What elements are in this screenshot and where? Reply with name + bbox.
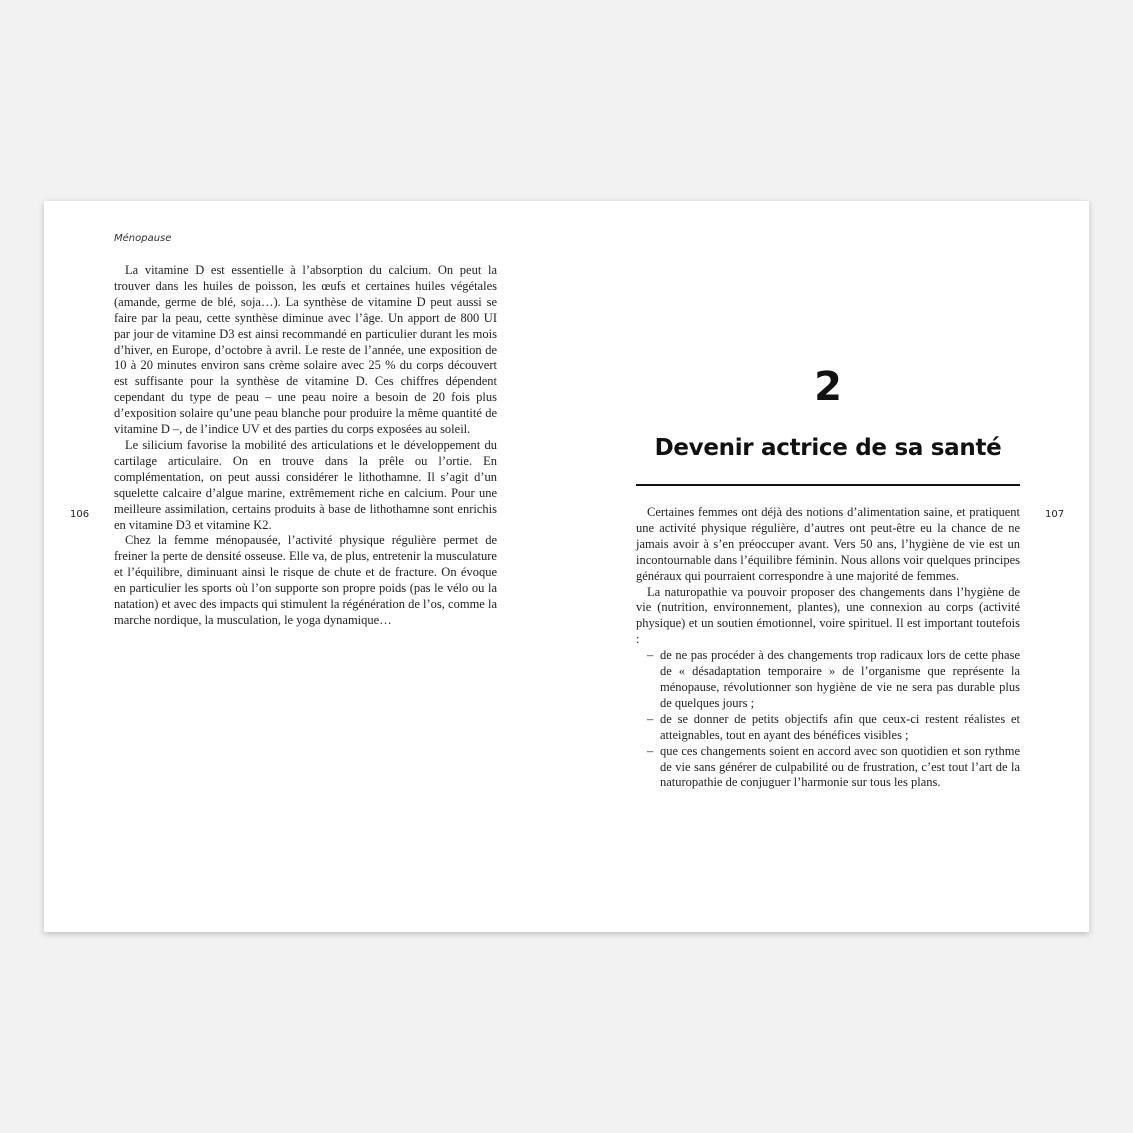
running-head: Ménopause — [114, 233, 172, 244]
paragraph-vitamin-d: La vitamine D est essentielle à l’absorption du calcium. On peut la trouver dans les huiles de poisson, les œufs et certaines huiles végétales (amande, germe de blé, soja…). La synthèse de vitamine D peut aussi se faire par la peau, cette synthèse diminue avec l’âge. Un apport de 800 UI par jour de vitamine D3 est ainsi recommandé en particulier durant les mois d’hiver, en Europe, d’octobre à avril. Le reste de l’année, une exposition de 10 à 20 minutes environ sans crème solaire avec 25 % du corps découvert est suffisante pour la synthèse de vitamine D. Ces chiffres dépendent cependant du type de peau – une peau noire a besoin de 20 fois plus d’exposition solaire qu’une peau blanche pour produire la même quantité de vitamine D –, de l’indice UV et des parties du corps exposées au soleil. — [114, 263, 497, 437]
dash-marker: – — [647, 743, 654, 758]
list-item — [636, 648, 1020, 712]
naturopathy-list — [636, 648, 1020, 791]
right-page-body — [636, 505, 1020, 791]
page-number-right: 107 — [1045, 509, 1065, 520]
list-item-text: de se donner de petits objectifs afin que ceux-ci restent réalistes et atteignables, tout en ayant des bénéfices visibles ; — [660, 711, 1020, 742]
list-item — [636, 712, 1020, 744]
list-item — [636, 744, 1020, 792]
paragraph-naturopathy: La naturopathie va pouvoir proposer des changements dans l’hygiène de vie (nutrition, environnement, plantes), une connexion au corps (activité physique) et un soutien émotionnel, voire spirituel. Il est important toutefois : — [636, 584, 1020, 647]
chapter-title: Devenir actrice de sa santé — [654, 435, 1002, 461]
left-page-body — [114, 263, 497, 629]
chapter-number: 2 — [814, 364, 842, 410]
dash-marker: – — [647, 648, 654, 663]
paragraph-intro: Certaines femmes ont déjà des notions d’alimentation saine, et pratiquent une activité physique régulière, d’autres ont peut-être eu la chance de ne jamais avoir à s’en préoccuper avant. Vers 50 ans, l’hygiène de vie est un incontournable dans l’équilibre féminin. Nous allons voir quelques principes généraux qui pourraient correspondre à une majorité de femmes. — [636, 505, 1020, 583]
paragraph-silicium: Le silicium favorise la mobilité des articulations et le développement du cartilage articulaire. On en trouve dans la prêle ou l’ortie. En complémentation, on peut aussi considérer le lithothamne. Il s’agit d’un squelette calcaire d’algue marine, extrêmement riche en calcium. Pour une meilleure assimilation, certains produits à base de lithothamne sont enrichis en vitamine D3 et vitamine K2. — [114, 437, 497, 532]
page-number-left: 106 — [70, 509, 90, 520]
paragraph-physical-activity: Chez la femme ménopausée, l’activité physique régulière permet de freiner la perte de densité osseuse. Elle va, de plus, entretenir la musculature et l’équilibre, diminuant ainsi le risque de chute et de fracture. On évoque en particulier les sports où l’on supporte son propre poids (pas le vélo ou la natation) et avec des impacts qui stimulent la régénération de l’os, comme la marche nordique, la musculation, le yoga dynamique… — [114, 533, 497, 627]
list-item-text: que ces changements soient en accord avec son quotidien et son rythme de vie sans générer de culpabilité ou de frustration, c’est tout l’art de la naturopathie de conjuguer l’harmonie sur tous les plans. — [660, 743, 1020, 790]
list-item-text: de ne pas procéder à des changements trop radicaux lors de cette phase de « désadaptation temporaire » de l’organisme que représente la ménopause, révolutionner son hygiène de vie ne sera pas durable plus de quelques jours ; — [660, 648, 1020, 710]
book-spread — [44, 201, 1089, 932]
chapter-rule — [636, 484, 1020, 486]
dash-marker: – — [647, 711, 654, 726]
